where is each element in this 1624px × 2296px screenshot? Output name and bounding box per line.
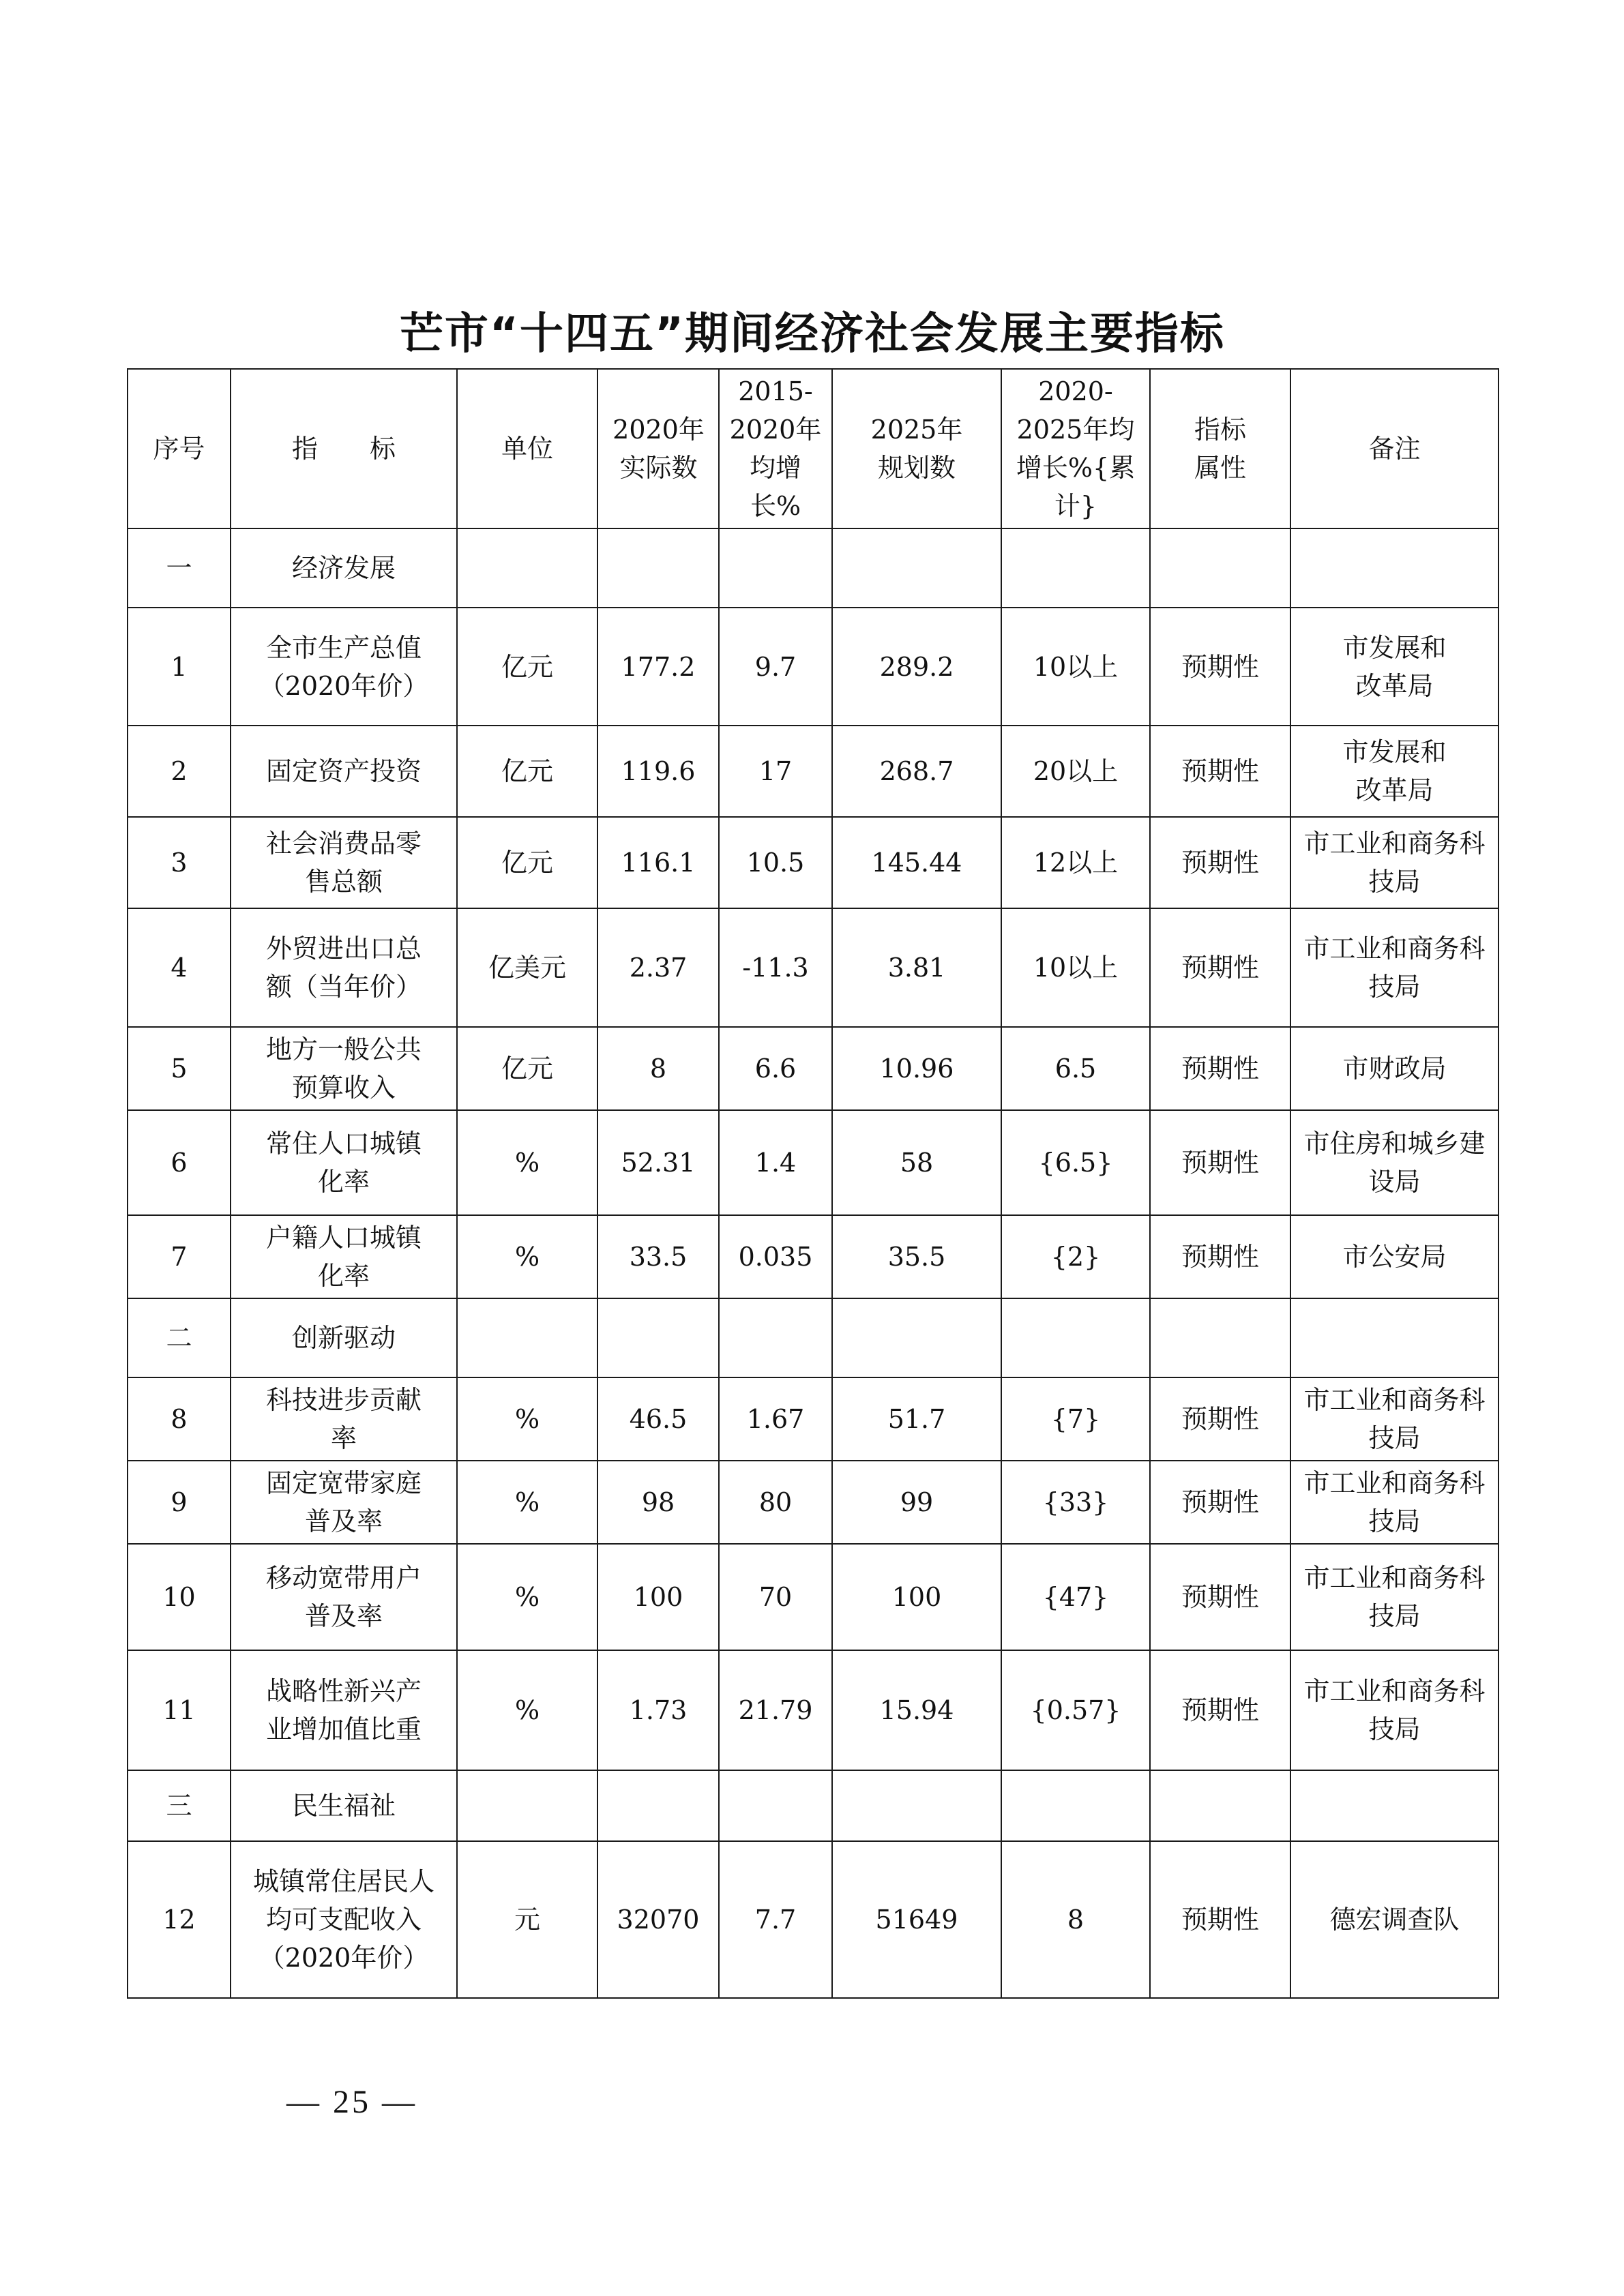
header-actual-2020-text: 2020年实际数 (612, 415, 705, 483)
cell-remark (1290, 1650, 1498, 1770)
cell-remark (1290, 1461, 1498, 1544)
cell-remark: 市财政局 (1290, 1027, 1498, 1110)
empty-cell (597, 528, 719, 608)
cell-plan-2025: 51.7 (832, 1377, 1001, 1461)
cell-plan-2025: 10.96 (832, 1027, 1001, 1110)
empty-cell (1290, 1298, 1498, 1377)
cell-growth-2015-2020: 17 (719, 726, 832, 817)
cell-unit: 亿元 (457, 726, 597, 817)
cell-indicator (231, 1215, 457, 1298)
cell-seq: 12 (128, 1841, 231, 1998)
cell-remark (1290, 1377, 1498, 1461)
cell-remark-text: 市发展和改革局 (1342, 632, 1447, 701)
empty-cell (457, 528, 597, 608)
cell-remark (1290, 726, 1498, 817)
cell-remark-text: 市工业和商务科技局 (1303, 1468, 1486, 1536)
cell-attribute: 预期性 (1150, 1027, 1290, 1110)
cell-indicator-text: 社会消费品零售总额 (265, 829, 422, 897)
header-growth-2020-2025 (1001, 369, 1150, 528)
empty-cell (719, 1770, 832, 1841)
header-indicator: 指 标 (231, 369, 457, 528)
empty-cell (1290, 528, 1498, 608)
cell-indicator (231, 1841, 457, 1998)
cell-remark (1290, 1544, 1498, 1650)
cell-growth-2020-2025: {6.5} (1001, 1110, 1150, 1215)
table-row (128, 1110, 1498, 1215)
cell-actual-2020: 33.5 (597, 1215, 719, 1298)
header-attribute (1150, 369, 1290, 528)
cell-plan-2025: 58 (832, 1110, 1001, 1215)
cell-plan-2025: 145.44 (832, 817, 1001, 908)
cell-growth-2020-2025: 8 (1001, 1841, 1150, 1998)
cell-remark-text: 市工业和商务科技局 (1303, 1563, 1486, 1631)
empty-cell (1150, 1298, 1290, 1377)
table-row (128, 1841, 1498, 1998)
header-remark: 备注 (1290, 369, 1498, 528)
cell-plan-2025: 15.94 (832, 1650, 1001, 1770)
cell-attribute: 预期性 (1150, 1377, 1290, 1461)
cell-unit: 亿元 (457, 1027, 597, 1110)
cell-actual-2020: 100 (597, 1544, 719, 1650)
cell-growth-2020-2025: {2} (1001, 1215, 1150, 1298)
cell-growth-2015-2020: -11.3 (719, 908, 832, 1027)
empty-cell (832, 1770, 1001, 1841)
cell-plan-2025: 3.81 (832, 908, 1001, 1027)
cell-unit: 亿美元 (457, 908, 597, 1027)
cell-unit: % (457, 1110, 597, 1215)
cell-growth-2020-2025: 6.5 (1001, 1027, 1150, 1110)
header-growth-2015-2020 (719, 369, 832, 528)
empty-cell (1001, 528, 1150, 608)
cell-growth-2015-2020: 7.7 (719, 1841, 832, 1998)
cell-unit: % (457, 1461, 597, 1544)
indicators-table (127, 368, 1499, 1999)
cell-growth-2020-2025: {0.57} (1001, 1650, 1150, 1770)
cell-seq: 2 (128, 726, 231, 817)
table-header-row (128, 369, 1498, 528)
cell-seq: 8 (128, 1377, 231, 1461)
page-title: 芒市“十四五”期间经济社会发展主要指标 (399, 309, 1226, 359)
page-number: — 25 — (286, 2084, 417, 2120)
empty-cell (457, 1298, 597, 1377)
header-growth-2015-2020-text: 2015-2020年均增长% (729, 376, 822, 521)
cell-growth-2015-2020: 21.79 (719, 1650, 832, 1770)
cell-indicator-text: 全市生产总值（2020年价） (259, 632, 429, 701)
cell-actual-2020: 98 (597, 1461, 719, 1544)
cell-growth-2020-2025: {7} (1001, 1377, 1150, 1461)
cell-remark-text: 市住房和城乡建设局 (1303, 1129, 1486, 1197)
cell-attribute: 预期性 (1150, 817, 1290, 908)
table-row (128, 1027, 1498, 1110)
cell-indicator (231, 726, 457, 817)
cell-indicator (231, 1110, 457, 1215)
cell-actual-2020: 177.2 (597, 608, 719, 726)
cell-remark: 德宏调查队 (1290, 1841, 1498, 1998)
cell-indicator-text: 移动宽带用户普及率 (265, 1563, 422, 1631)
cell-indicator (231, 1544, 457, 1650)
table-row (128, 908, 1498, 1027)
cell-growth-2015-2020: 9.7 (719, 608, 832, 726)
section-row (128, 1770, 1498, 1841)
cell-growth-2015-2020: 1.67 (719, 1377, 832, 1461)
cell-growth-2020-2025: 20以上 (1001, 726, 1150, 817)
cell-indicator-text: 固定宽带家庭普及率 (265, 1468, 422, 1536)
table-row (128, 1650, 1498, 1770)
empty-cell (719, 528, 832, 608)
cell-seq: 4 (128, 908, 231, 1027)
cell-remark-text: 市工业和商务科技局 (1303, 1676, 1486, 1744)
header-actual-2020 (597, 369, 719, 528)
table-row (128, 817, 1498, 908)
table-row (128, 608, 1498, 726)
cell-seq: 1 (128, 608, 231, 726)
cell-attribute: 预期性 (1150, 726, 1290, 817)
cell-attribute: 预期性 (1150, 1215, 1290, 1298)
cell-indicator (231, 1650, 457, 1770)
cell-seq: 11 (128, 1650, 231, 1770)
cell-attribute: 预期性 (1150, 1110, 1290, 1215)
cell-indicator (231, 1461, 457, 1544)
cell-attribute: 预期性 (1150, 908, 1290, 1027)
cell-actual-2020: 52.31 (597, 1110, 719, 1215)
cell-indicator (231, 908, 457, 1027)
cell-indicator (231, 817, 457, 908)
empty-cell (1001, 1770, 1150, 1841)
cell-remark-text: 市发展和改革局 (1342, 737, 1447, 805)
section-seq: 三 (128, 1770, 231, 1841)
cell-remark (1290, 608, 1498, 726)
cell-plan-2025: 289.2 (832, 608, 1001, 726)
cell-growth-2015-2020: 0.035 (719, 1215, 832, 1298)
section-row (128, 528, 1498, 608)
cell-indicator-text: 户籍人口城镇化率 (265, 1223, 422, 1291)
cell-seq: 3 (128, 817, 231, 908)
cell-plan-2025: 100 (832, 1544, 1001, 1650)
cell-seq: 9 (128, 1461, 231, 1544)
cell-indicator-text: 常住人口城镇化率 (265, 1129, 422, 1197)
cell-seq: 10 (128, 1544, 231, 1650)
cell-attribute: 预期性 (1150, 1461, 1290, 1544)
section-seq: 一 (128, 528, 231, 608)
table-row (128, 1215, 1498, 1298)
cell-attribute: 预期性 (1150, 1841, 1290, 1998)
cell-growth-2015-2020: 6.6 (719, 1027, 832, 1110)
section-name: 创新驱动 (231, 1298, 457, 1377)
section-seq: 二 (128, 1298, 231, 1377)
section-name: 经济发展 (231, 528, 457, 608)
cell-remark-text: 市工业和商务科技局 (1303, 1385, 1486, 1453)
cell-unit: % (457, 1544, 597, 1650)
header-seq: 序号 (128, 369, 231, 528)
cell-seq: 5 (128, 1027, 231, 1110)
cell-actual-2020: 116.1 (597, 817, 719, 908)
empty-cell (1290, 1770, 1498, 1841)
cell-seq: 7 (128, 1215, 231, 1298)
cell-actual-2020: 46.5 (597, 1377, 719, 1461)
table-row (128, 1544, 1498, 1650)
cell-unit: % (457, 1377, 597, 1461)
cell-growth-2015-2020: 10.5 (719, 817, 832, 908)
header-growth-2020-2025-text: 2020-2025年均增长%{累计} (1016, 376, 1136, 521)
cell-indicator (231, 1377, 457, 1461)
cell-indicator (231, 1027, 457, 1110)
table-row (128, 726, 1498, 817)
cell-remark-text: 市工业和商务科技局 (1303, 829, 1486, 897)
cell-plan-2025: 268.7 (832, 726, 1001, 817)
empty-cell (597, 1770, 719, 1841)
cell-seq: 6 (128, 1110, 231, 1215)
empty-cell (1150, 528, 1290, 608)
cell-growth-2015-2020: 70 (719, 1544, 832, 1650)
cell-growth-2020-2025: 10以上 (1001, 908, 1150, 1027)
cell-indicator-text: 地方一般公共预算收入 (265, 1034, 422, 1103)
header-plan-2025-text: 2025年规划数 (870, 415, 963, 483)
cell-unit: 亿元 (457, 608, 597, 726)
cell-remark: 市公安局 (1290, 1215, 1498, 1298)
cell-actual-2020: 1.73 (597, 1650, 719, 1770)
cell-indicator-text: 外贸进出口总额（当年价） (265, 934, 422, 1002)
cell-indicator-text: 城镇常住居民人均可支配收入（2020年价） (252, 1866, 434, 1973)
cell-remark (1290, 1110, 1498, 1215)
table-row (128, 1461, 1498, 1544)
cell-remark (1290, 908, 1498, 1027)
cell-growth-2015-2020: 1.4 (719, 1110, 832, 1215)
cell-unit: % (457, 1650, 597, 1770)
cell-indicator-text: 战略性新兴产业增加值比重 (265, 1676, 422, 1744)
header-unit: 单位 (457, 369, 597, 528)
cell-growth-2015-2020: 80 (719, 1461, 832, 1544)
cell-actual-2020: 32070 (597, 1841, 719, 1998)
cell-actual-2020: 119.6 (597, 726, 719, 817)
empty-cell (1001, 1298, 1150, 1377)
cell-attribute: 预期性 (1150, 608, 1290, 726)
cell-remark (1290, 817, 1498, 908)
section-name: 民生福祉 (231, 1770, 457, 1841)
cell-actual-2020: 8 (597, 1027, 719, 1110)
empty-cell (832, 528, 1001, 608)
cell-unit: 元 (457, 1841, 597, 1998)
cell-attribute: 预期性 (1150, 1650, 1290, 1770)
cell-attribute: 预期性 (1150, 1544, 1290, 1650)
cell-growth-2020-2025: 12以上 (1001, 817, 1150, 908)
cell-remark-text: 市工业和商务科技局 (1303, 934, 1486, 1002)
cell-plan-2025: 99 (832, 1461, 1001, 1544)
empty-cell (1150, 1770, 1290, 1841)
cell-growth-2020-2025: {47} (1001, 1544, 1150, 1650)
cell-growth-2020-2025: 10以上 (1001, 608, 1150, 726)
section-row (128, 1298, 1498, 1377)
table-row (128, 1377, 1498, 1461)
empty-cell (719, 1298, 832, 1377)
empty-cell (457, 1770, 597, 1841)
empty-cell (597, 1298, 719, 1377)
cell-unit: 亿元 (457, 817, 597, 908)
header-plan-2025 (832, 369, 1001, 528)
cell-plan-2025: 51649 (832, 1841, 1001, 1998)
cell-indicator-text: 科技进步贡献率 (265, 1385, 422, 1453)
cell-unit: % (457, 1215, 597, 1298)
cell-indicator-text: 固定资产投资 (265, 756, 422, 786)
empty-cell (832, 1298, 1001, 1377)
header-attribute-text: 指标属性 (1194, 415, 1246, 483)
cell-indicator (231, 608, 457, 726)
cell-growth-2020-2025: {33} (1001, 1461, 1150, 1544)
cell-plan-2025: 35.5 (832, 1215, 1001, 1298)
cell-actual-2020: 2.37 (597, 908, 719, 1027)
